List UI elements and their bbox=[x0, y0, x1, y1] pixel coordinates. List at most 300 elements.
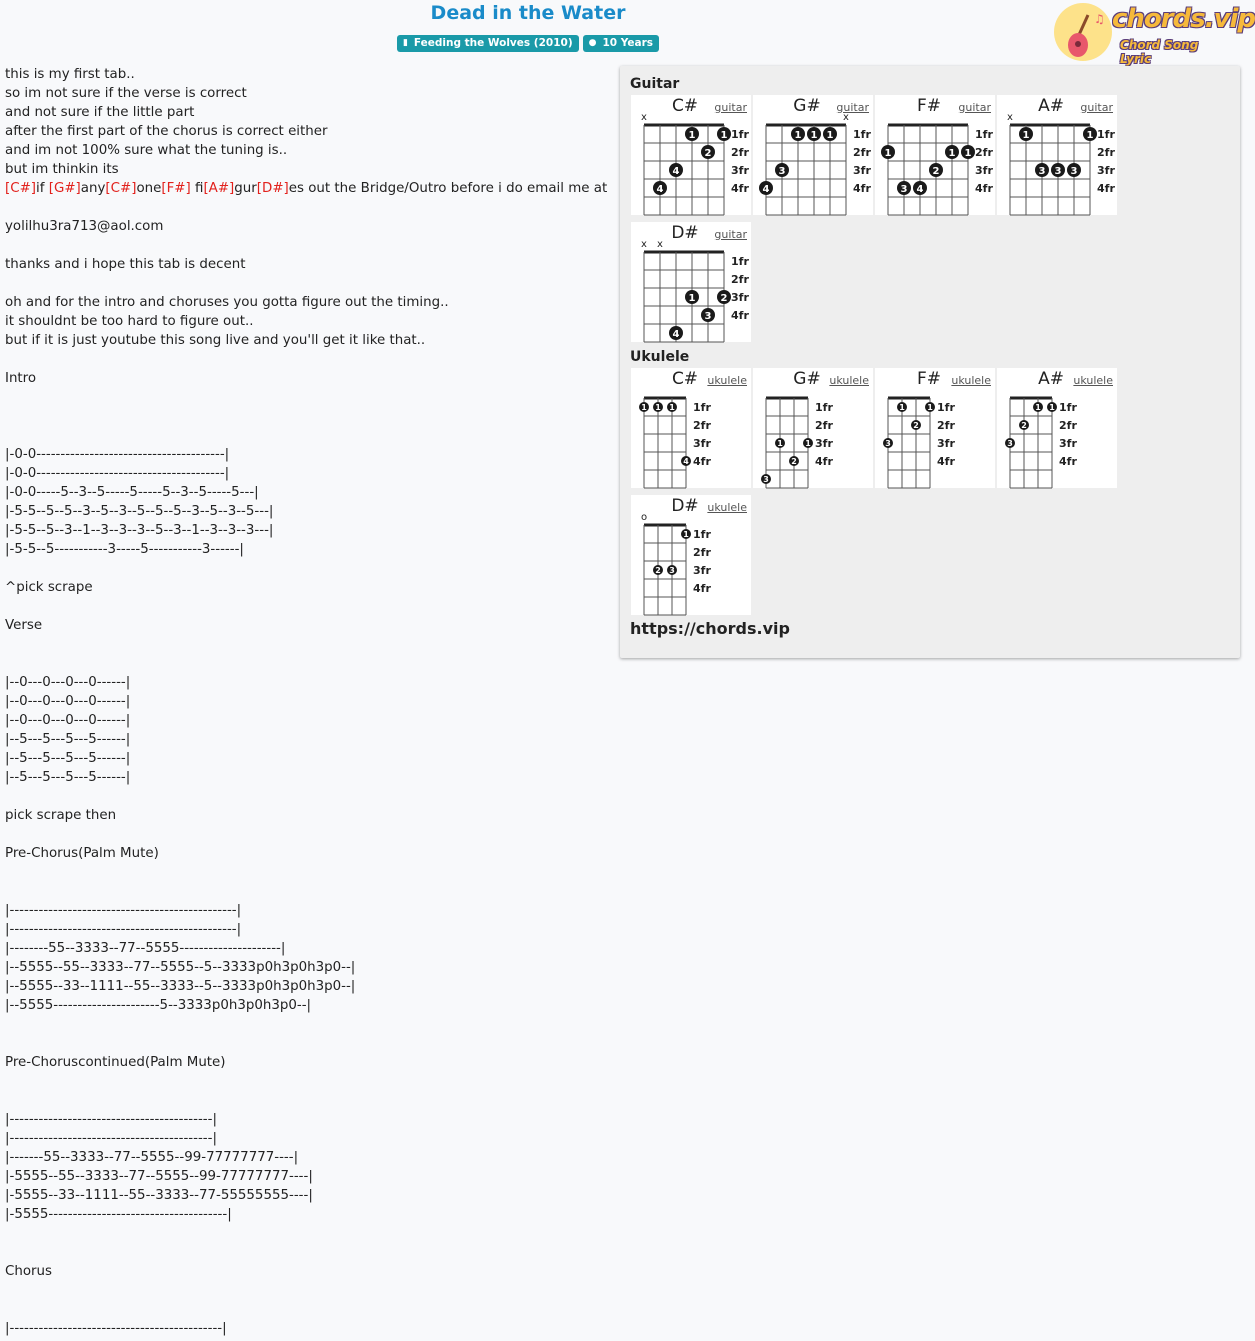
lyric-line bbox=[5, 1281, 615, 1300]
lyric-line bbox=[5, 255, 615, 274]
fret-label: 2fr bbox=[1059, 419, 1077, 432]
lyric-line bbox=[5, 1072, 615, 1091]
chord-name: A# bbox=[1038, 369, 1064, 389]
string-marker: x bbox=[843, 112, 849, 123]
lyric-text: Verse bbox=[5, 618, 43, 633]
fret-label: 1fr bbox=[693, 528, 711, 541]
chord-marker[interactable]: [D#] bbox=[256, 181, 289, 196]
svg-text:1: 1 bbox=[688, 130, 696, 141]
finger-dot bbox=[761, 474, 771, 484]
lyric-line bbox=[5, 540, 615, 559]
svg-text:1: 1 bbox=[794, 130, 802, 141]
lyric-line bbox=[5, 597, 615, 616]
svg-text:2: 2 bbox=[704, 148, 712, 159]
chord-diagram bbox=[753, 95, 873, 215]
chord-name: A# bbox=[1038, 96, 1064, 116]
finger-dot bbox=[653, 181, 667, 195]
svg-text:4: 4 bbox=[672, 329, 680, 340]
lyric-text: Pre-Choruscontinued(Palm Mute) bbox=[5, 1055, 226, 1070]
lyric-text: and not sure if the little part bbox=[5, 105, 195, 120]
lyric-text: |--5555--33--1111--55--3333--5--3333p0h3p0h3p0--| bbox=[5, 979, 356, 994]
chord-marker[interactable]: [F#] bbox=[161, 181, 191, 196]
chord-name: D# bbox=[671, 496, 699, 516]
chord-type-link[interactable]: guitar bbox=[714, 101, 747, 114]
finger-dot bbox=[913, 181, 927, 195]
string-marker: x bbox=[641, 112, 647, 123]
svg-text:1: 1 bbox=[826, 130, 834, 141]
guitar-chord-card[interactable] bbox=[631, 222, 751, 342]
fret-label: 4fr bbox=[937, 455, 955, 468]
lyric-line bbox=[5, 787, 615, 806]
lyric-line bbox=[5, 502, 615, 521]
lyric-text: one bbox=[136, 181, 162, 196]
lyric-line bbox=[5, 844, 615, 863]
lyric-line bbox=[5, 673, 615, 692]
finger-dot bbox=[791, 127, 805, 141]
finger-dot bbox=[681, 456, 691, 466]
finger-dot bbox=[717, 127, 731, 141]
fret-label: 4fr bbox=[693, 455, 711, 468]
fret-label: 3fr bbox=[815, 437, 833, 450]
fret-label: 3fr bbox=[731, 164, 749, 177]
lyric-line bbox=[5, 1167, 615, 1186]
lyric-text: any bbox=[80, 181, 106, 196]
lyric-text: |-5-5--5--5--3--5--3--5--5--5--3--5--3--5---| bbox=[5, 504, 274, 519]
svg-text:3: 3 bbox=[669, 566, 675, 575]
finger-dot bbox=[823, 127, 837, 141]
fret-label: 4fr bbox=[815, 455, 833, 468]
chord-type-link[interactable]: guitar bbox=[836, 101, 869, 114]
finger-dot bbox=[701, 145, 715, 159]
lyric-line bbox=[5, 274, 615, 293]
chord-diagram bbox=[631, 222, 751, 342]
chord-name: G# bbox=[793, 369, 821, 389]
finger-dot bbox=[1033, 402, 1043, 412]
guitar-icon bbox=[1054, 3, 1112, 61]
finger-dot bbox=[881, 145, 895, 159]
fret-label: 3fr bbox=[1097, 164, 1115, 177]
lyric-text: |--5---5---5---5------| bbox=[5, 751, 131, 766]
finger-dot bbox=[1019, 127, 1033, 141]
lyric-text: ^pick scrape bbox=[5, 580, 93, 595]
lyric-text: Pre-Chorus(Palm Mute) bbox=[5, 846, 159, 861]
chord-diagram bbox=[875, 368, 995, 488]
finger-dot bbox=[701, 308, 715, 322]
lyric-line bbox=[5, 1034, 615, 1053]
svg-text:1: 1 bbox=[655, 403, 661, 412]
lyric-text: |-0-0-----5--3--5-----5-----5--3--5-----5---| bbox=[5, 485, 259, 500]
lyric-text: yolilhu3ra713@aol.com bbox=[5, 219, 164, 234]
album-badge[interactable] bbox=[397, 35, 579, 52]
lyric-line bbox=[5, 1053, 615, 1072]
svg-text:2: 2 bbox=[913, 421, 919, 430]
site-logo[interactable] bbox=[1054, 2, 1255, 66]
lyric-line bbox=[5, 825, 615, 844]
ukulele-chord-card[interactable] bbox=[875, 368, 995, 488]
fret-label: 1fr bbox=[937, 401, 955, 414]
lyric-text: |-5555--33--1111--55--3333--77-55555555----| bbox=[5, 1188, 313, 1203]
svg-text:3: 3 bbox=[1070, 166, 1078, 177]
finger-dot bbox=[717, 290, 731, 304]
svg-text:1: 1 bbox=[1049, 403, 1055, 412]
lyric-text: |--0---0---0---0------| bbox=[5, 675, 131, 690]
lyric-line bbox=[5, 293, 615, 312]
svg-text:1: 1 bbox=[641, 403, 647, 412]
lyric-line bbox=[5, 407, 615, 426]
lyric-text: fi bbox=[190, 181, 204, 196]
svg-text:1: 1 bbox=[669, 403, 675, 412]
chord-type-link[interactable]: guitar bbox=[714, 228, 747, 241]
finger-dot bbox=[775, 438, 785, 448]
site-url[interactable]: https://chords.vip bbox=[630, 619, 790, 638]
lyric-line bbox=[5, 1148, 615, 1167]
string-marker: x bbox=[1007, 112, 1013, 123]
svg-text:1: 1 bbox=[948, 148, 956, 159]
chord-name: F# bbox=[916, 96, 942, 116]
chord-name: C# bbox=[671, 369, 699, 389]
finger-dot bbox=[1051, 163, 1065, 177]
lyric-line bbox=[5, 958, 615, 977]
finger-dot bbox=[911, 420, 921, 430]
book-icon: ▮ bbox=[402, 38, 408, 48]
lyric-line bbox=[5, 692, 615, 711]
ukulele-chord-grid bbox=[631, 368, 1131, 622]
song-title: Dead in the Water bbox=[430, 2, 626, 24]
fret-label: 3fr bbox=[731, 291, 749, 304]
lyrics-tab-body bbox=[5, 65, 615, 1338]
svg-text:3: 3 bbox=[885, 439, 891, 448]
string-marker: o bbox=[640, 512, 648, 523]
lyric-line bbox=[5, 749, 615, 768]
chord-marker[interactable]: [A#] bbox=[203, 181, 235, 196]
lyric-text: |--5---5---5---5------| bbox=[5, 770, 131, 785]
logo-brand: chords.vip bbox=[1112, 4, 1255, 34]
guitar-chord-card[interactable] bbox=[753, 95, 873, 215]
svg-text:1: 1 bbox=[899, 403, 905, 412]
chord-type-link[interactable]: ukulele bbox=[1073, 374, 1113, 387]
fret-label: 3fr bbox=[693, 437, 711, 450]
chord-diagram bbox=[997, 368, 1117, 488]
lyric-line bbox=[5, 84, 615, 103]
lyric-line bbox=[5, 464, 615, 483]
lyric-text: but if it is just youtube this song live and you'll get it like that.. bbox=[5, 333, 426, 348]
fret-label: 3fr bbox=[693, 564, 711, 577]
lyric-line bbox=[5, 920, 615, 939]
guitar-chord-card[interactable] bbox=[631, 95, 751, 215]
svg-text:1: 1 bbox=[927, 403, 933, 412]
fret-label: 2fr bbox=[937, 419, 955, 432]
fret-label: 1fr bbox=[853, 128, 871, 141]
fret-label: 1fr bbox=[1097, 128, 1115, 141]
lyric-line bbox=[5, 483, 615, 502]
finger-dot bbox=[667, 565, 677, 575]
chord-diagram bbox=[875, 95, 995, 215]
lyric-line bbox=[5, 217, 615, 236]
finger-dot bbox=[667, 402, 677, 412]
finger-dot bbox=[807, 127, 821, 141]
fret-label: 4fr bbox=[693, 582, 711, 595]
lyric-text: |-----------------------------------------------| bbox=[5, 922, 242, 937]
fret-label: 1fr bbox=[731, 255, 749, 268]
fret-label: 4fr bbox=[975, 182, 993, 195]
finger-dot bbox=[1035, 163, 1049, 177]
finger-dot bbox=[1005, 438, 1015, 448]
lyric-text: |------------------------------------------| bbox=[5, 1112, 217, 1127]
album-label: Feeding the Wolves (2010) bbox=[413, 37, 573, 49]
ukulele-chord-card[interactable] bbox=[753, 368, 873, 488]
svg-text:1: 1 bbox=[683, 530, 689, 539]
svg-text:2: 2 bbox=[1021, 421, 1027, 430]
lyric-line bbox=[5, 711, 615, 730]
chord-diagram bbox=[997, 95, 1117, 215]
chord-type-link[interactable]: ukulele bbox=[829, 374, 869, 387]
lyric-text: oh and for the intro and choruses you gotta figure out the timing.. bbox=[5, 295, 449, 310]
lyric-line bbox=[5, 1205, 615, 1224]
lyric-text: |-5-5--5-----------3-----5-----------3------| bbox=[5, 542, 244, 557]
fret-label: 4fr bbox=[731, 309, 749, 322]
lyric-line bbox=[5, 1110, 615, 1129]
fret-label: 4fr bbox=[853, 182, 871, 195]
svg-text:1: 1 bbox=[884, 148, 892, 159]
chord-type-link[interactable]: ukulele bbox=[707, 374, 747, 387]
lyric-text: |------------------------------------------| bbox=[5, 1131, 217, 1146]
lyric-text: thanks and i hope this tab is decent bbox=[5, 257, 246, 272]
lyric-text: |-5555-------------------------------------| bbox=[5, 1207, 232, 1222]
finger-dot bbox=[685, 290, 699, 304]
lyric-line bbox=[5, 1015, 615, 1034]
lyric-line bbox=[5, 179, 615, 198]
lyric-line bbox=[5, 730, 615, 749]
finger-dot bbox=[929, 163, 943, 177]
lyric-text: pick scrape then bbox=[5, 808, 117, 823]
chord-name: F# bbox=[916, 369, 942, 389]
finger-dot bbox=[1067, 163, 1081, 177]
fret-label: 1fr bbox=[815, 401, 833, 414]
lyric-text: |--5555----------------------5--3333p0h3p0h3p0--| bbox=[5, 998, 312, 1013]
fret-label: 3fr bbox=[975, 164, 993, 177]
svg-text:3: 3 bbox=[778, 166, 786, 177]
chord-type-link[interactable]: ukulele bbox=[707, 501, 747, 514]
chord-diagram bbox=[631, 368, 751, 488]
lyric-line bbox=[5, 388, 615, 407]
chord-name: G# bbox=[793, 96, 821, 116]
user-icon: ● bbox=[588, 38, 597, 48]
fret-label: 2fr bbox=[731, 146, 749, 159]
lyric-line bbox=[5, 1262, 615, 1281]
lyric-text: |--0---0---0---0------| bbox=[5, 713, 131, 728]
fret-label: 1fr bbox=[731, 128, 749, 141]
lyric-line bbox=[5, 445, 615, 464]
finger-dot bbox=[685, 127, 699, 141]
lyric-line bbox=[5, 1224, 615, 1243]
lyric-line bbox=[5, 65, 615, 84]
lyric-text: this is my first tab.. bbox=[5, 67, 135, 82]
svg-text:4: 4 bbox=[656, 184, 664, 195]
finger-dot bbox=[759, 181, 773, 195]
finger-dot bbox=[681, 529, 691, 539]
fret-label: 2fr bbox=[853, 146, 871, 159]
guitar-chord-card[interactable] bbox=[997, 95, 1117, 215]
finger-dot bbox=[669, 326, 683, 340]
lyric-text: |--5555--55--3333--77--5555--5--3333p0h3p0h3p0--| bbox=[5, 960, 356, 975]
svg-text:2: 2 bbox=[791, 457, 797, 466]
svg-text:2: 2 bbox=[720, 293, 728, 304]
fret-label: 2fr bbox=[693, 419, 711, 432]
lyric-line bbox=[5, 901, 615, 920]
chord-marker[interactable]: [C#] bbox=[5, 181, 37, 196]
lyric-text: |--5---5---5---5------| bbox=[5, 732, 131, 747]
lyric-text: Chorus bbox=[5, 1264, 52, 1279]
ukulele-chord-card[interactable] bbox=[631, 368, 751, 488]
lyric-line bbox=[5, 939, 615, 958]
chord-diagram-panel bbox=[620, 66, 1240, 658]
svg-text:1: 1 bbox=[805, 439, 811, 448]
svg-text:4: 4 bbox=[762, 184, 770, 195]
lyric-line bbox=[5, 521, 615, 540]
lyric-line bbox=[5, 1300, 615, 1319]
lyric-text: gur bbox=[234, 181, 257, 196]
svg-text:3: 3 bbox=[900, 184, 908, 195]
lyric-line bbox=[5, 578, 615, 597]
lyric-line bbox=[5, 1319, 615, 1338]
svg-text:3: 3 bbox=[763, 475, 769, 484]
fret-label: 3fr bbox=[853, 164, 871, 177]
chord-marker[interactable]: [G#] bbox=[48, 181, 81, 196]
lyric-text: |-------55--3333--77--5555--99-77777777----| bbox=[5, 1150, 299, 1165]
fret-label: 2fr bbox=[1097, 146, 1115, 159]
chord-name: D# bbox=[671, 223, 699, 243]
lyric-text: and im not 100% sure what the tuning is.. bbox=[5, 143, 288, 158]
svg-text:3: 3 bbox=[1007, 439, 1013, 448]
svg-text:3: 3 bbox=[1054, 166, 1062, 177]
artist-badge[interactable] bbox=[583, 35, 659, 52]
finger-dot bbox=[653, 565, 663, 575]
chord-type-link[interactable]: guitar bbox=[958, 101, 991, 114]
lyric-line bbox=[5, 103, 615, 122]
svg-text:4: 4 bbox=[683, 457, 689, 466]
lyric-line bbox=[5, 369, 615, 388]
fret-label: 3fr bbox=[937, 437, 955, 450]
lyric-line bbox=[5, 426, 615, 445]
ukulele-chord-card[interactable] bbox=[631, 495, 751, 615]
finger-dot bbox=[653, 402, 663, 412]
lyric-line bbox=[5, 863, 615, 882]
lyric-text: |-0-0---------------------------------------| bbox=[5, 447, 230, 462]
finger-dot bbox=[883, 438, 893, 448]
logo-badge bbox=[1054, 3, 1112, 61]
lyric-line bbox=[5, 768, 615, 787]
finger-dot bbox=[639, 402, 649, 412]
artist-label: 10 Years bbox=[602, 37, 654, 49]
lyric-line bbox=[5, 350, 615, 369]
fret-label: 2fr bbox=[815, 419, 833, 432]
lyric-text: Intro bbox=[5, 371, 37, 386]
svg-text:1: 1 bbox=[1022, 130, 1030, 141]
lyric-text: |-0-0---------------------------------------| bbox=[5, 466, 230, 481]
lyric-text: it shouldnt be too hard to figure out.. bbox=[5, 314, 254, 329]
svg-text:1: 1 bbox=[720, 130, 728, 141]
fret-label: 2fr bbox=[731, 273, 749, 286]
svg-text:♫: ♫ bbox=[1094, 12, 1105, 26]
svg-text:2: 2 bbox=[655, 566, 661, 575]
string-marker: x bbox=[657, 239, 663, 250]
lyric-text: so im not sure if the verse is correct bbox=[5, 86, 247, 101]
lyric-text: |-5555--55--3333--77--5555--99-77777777----| bbox=[5, 1169, 313, 1184]
svg-text:1: 1 bbox=[688, 293, 696, 304]
lyric-line bbox=[5, 1243, 615, 1262]
guitar-section-label: Guitar bbox=[630, 76, 680, 92]
ukulele-section-label: Ukulele bbox=[630, 349, 690, 365]
chord-name: C# bbox=[671, 96, 699, 116]
lyric-line bbox=[5, 559, 615, 578]
lyric-line bbox=[5, 654, 615, 673]
lyric-text: if bbox=[36, 181, 49, 196]
svg-text:1: 1 bbox=[810, 130, 818, 141]
svg-text:4: 4 bbox=[672, 166, 680, 177]
lyric-text: |--0---0---0---0------| bbox=[5, 694, 131, 709]
svg-text:3: 3 bbox=[1038, 166, 1046, 177]
chord-type-link[interactable]: ukulele bbox=[951, 374, 991, 387]
guitar-chord-grid bbox=[631, 95, 1131, 349]
lyric-line bbox=[5, 1091, 615, 1110]
lyric-text: |--------55--3333--77--5555---------------------| bbox=[5, 941, 286, 956]
lyric-line bbox=[5, 616, 615, 635]
lyric-text: after the first part of the chorus is correct either bbox=[5, 124, 328, 139]
finger-dot bbox=[961, 145, 975, 159]
guitar-chord-card[interactable] bbox=[875, 95, 995, 215]
lyric-line bbox=[5, 312, 615, 331]
fret-label: 3fr bbox=[1059, 437, 1077, 450]
lyric-text: but im thinkin its bbox=[5, 162, 119, 177]
finger-dot bbox=[897, 181, 911, 195]
song-badges bbox=[0, 35, 1056, 52]
finger-dot bbox=[789, 456, 799, 466]
string-marker: x bbox=[641, 239, 647, 250]
lyric-text: |--------------------------------------------| bbox=[5, 1321, 227, 1336]
finger-dot bbox=[925, 402, 935, 412]
lyric-line bbox=[5, 882, 615, 901]
svg-text:4: 4 bbox=[916, 184, 924, 195]
lyric-line bbox=[5, 236, 615, 255]
svg-text:1: 1 bbox=[1086, 130, 1094, 141]
lyric-line bbox=[5, 806, 615, 825]
chord-marker[interactable]: [C#] bbox=[105, 181, 137, 196]
chord-diagram bbox=[631, 95, 751, 215]
lyric-text: |-----------------------------------------------| bbox=[5, 903, 242, 918]
lyric-line bbox=[5, 122, 615, 141]
ukulele-chord-card[interactable] bbox=[997, 368, 1117, 488]
finger-dot bbox=[669, 163, 683, 177]
lyric-text: es out the Bridge/Outro before i do email me at bbox=[288, 181, 608, 196]
fret-label: 1fr bbox=[693, 401, 711, 414]
lyric-line bbox=[5, 1186, 615, 1205]
lyric-text: |-5-5--5--3--1--3--3--3--5--3--1--3--3--3---| bbox=[5, 523, 274, 538]
fret-label: 4fr bbox=[1059, 455, 1077, 468]
chord-diagram bbox=[631, 495, 751, 615]
finger-dot bbox=[897, 402, 907, 412]
svg-text:1: 1 bbox=[1035, 403, 1041, 412]
finger-dot bbox=[775, 163, 789, 177]
lyric-line bbox=[5, 141, 615, 160]
finger-dot bbox=[945, 145, 959, 159]
svg-text:1: 1 bbox=[964, 148, 972, 159]
chord-type-link[interactable]: guitar bbox=[1080, 101, 1113, 114]
svg-text:3: 3 bbox=[704, 311, 712, 322]
fret-label: 1fr bbox=[1059, 401, 1077, 414]
lyric-line bbox=[5, 996, 615, 1015]
lyric-line bbox=[5, 1129, 615, 1148]
fret-label: 4fr bbox=[731, 182, 749, 195]
